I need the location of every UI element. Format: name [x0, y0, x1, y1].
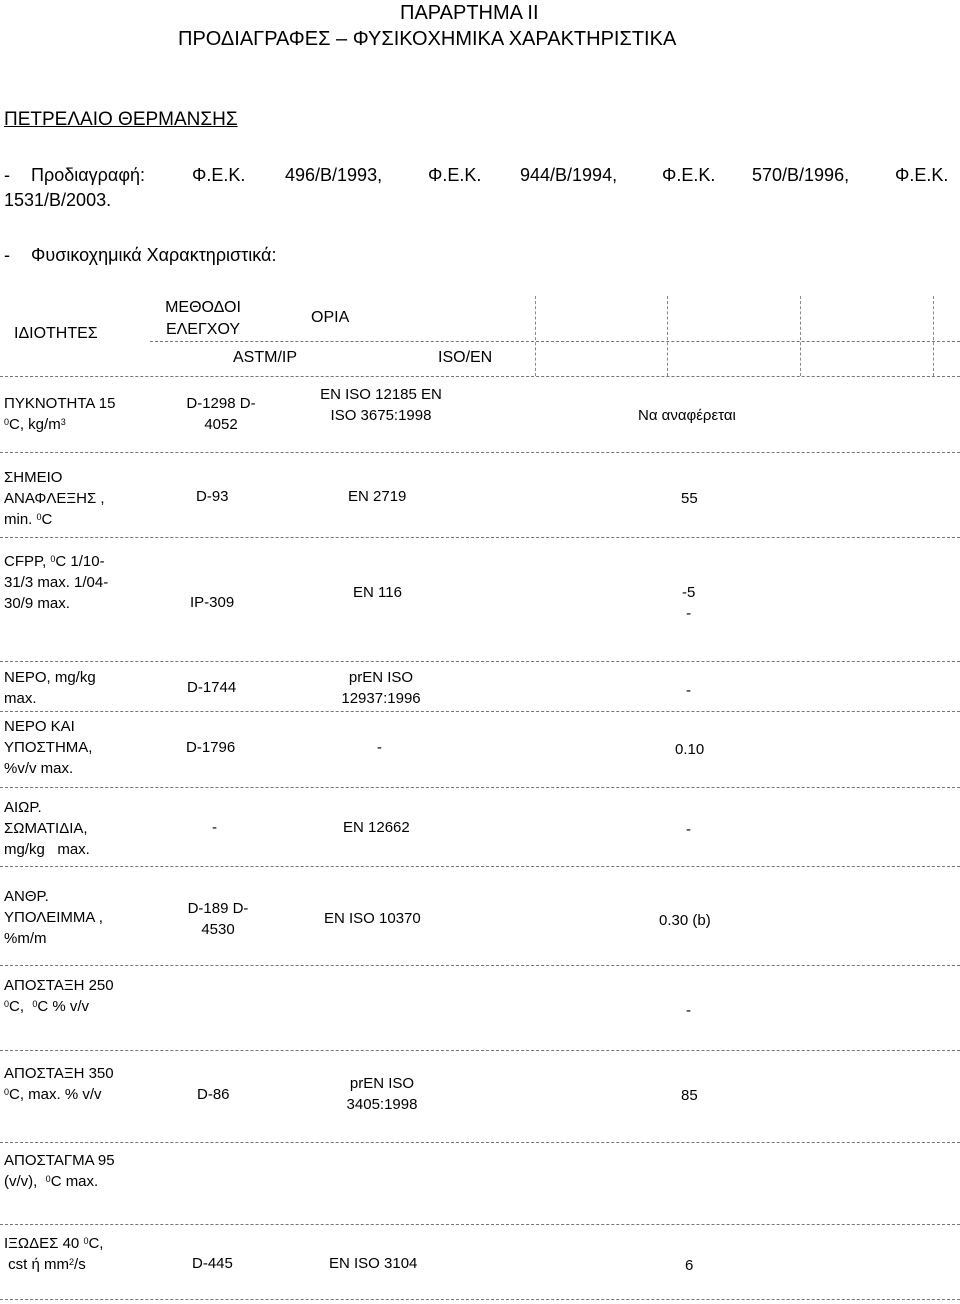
spec-dash: -	[4, 165, 10, 185]
phys-dash: -	[4, 245, 10, 265]
row-astm: D-445	[192, 1255, 233, 1272]
row-limit: 55	[681, 490, 698, 507]
grid-line	[933, 296, 934, 376]
row-property: ΙΞΩΔΕΣ 40 $^0$C, cst ή $mm^2/s$	[4, 1235, 104, 1273]
row-astm: D-93	[196, 488, 229, 505]
row-property: ΑΝΘΡ. ΥΠΟΛΕΙΜΜΑ , %m/m	[4, 888, 103, 947]
row-astm: D-86	[197, 1086, 230, 1103]
grid-line	[0, 1224, 960, 1225]
grid-line	[0, 965, 960, 966]
row-astm: -	[212, 819, 217, 836]
row-property: ΣΗΜΕΙΟ ΑΝΑΦΛΕΞΗΣ , min. $^0$C	[4, 469, 105, 528]
row-iso: prEN ISO 12937:1996	[341, 669, 421, 707]
row-astm: D-189 D-4530	[187, 900, 249, 938]
row-limit: -5 -	[682, 584, 696, 622]
spec-label: Προδιαγραφή:	[31, 165, 146, 185]
row-iso: EN ISO 3104	[329, 1255, 418, 1272]
spec-ref: Φ.Ε.Κ.	[192, 165, 246, 185]
grid-line	[0, 1299, 960, 1300]
document-subtitle: ΠΡΟΔΙΑΓΡΑΦΕΣ – ΦΥΣΙΚΟΧΗΜΙΚΑ ΧΑΡΑΚΤΗΡΙΣΤΙΚΑ	[178, 28, 677, 50]
grid-line	[800, 296, 801, 376]
row-astm: D-1744	[187, 679, 237, 696]
row-limit: 6	[685, 1257, 694, 1274]
grid-line	[0, 1142, 960, 1143]
grid-line	[150, 341, 960, 342]
spec-ref: Φ.Ε.Κ.	[662, 165, 716, 185]
section-title: ΠΕΤΡΕΛΑΙΟ ΘΕΡΜΑΝΣΗΣ	[4, 109, 238, 130]
spec-ref: 570/Β/1996,	[752, 165, 850, 185]
grid-line	[0, 376, 960, 377]
row-limit: Να αναφέρεται	[638, 407, 736, 424]
row-limit: -	[686, 821, 691, 838]
header-iso: ISO/EN	[438, 349, 493, 366]
row-iso: -	[377, 739, 382, 756]
row-property: ΑΠΟΣΤΑΞΗ 250 $^0$C, $^0$C % v/v	[4, 977, 114, 1015]
row-limit: -	[686, 682, 691, 699]
row-property: ΑΠΟΣΤΑΞΗ 350 $^0$C, max. % v/v	[4, 1065, 114, 1103]
row-iso: EN ISO 10370	[324, 910, 421, 927]
row-iso: EN 2719	[348, 488, 407, 505]
row-limit: 0.10	[675, 741, 705, 758]
row-iso: EN 116	[353, 584, 402, 601]
row-iso: EN ISO 12185 EN ISO 3675:1998	[320, 386, 442, 424]
spec-ref: Φ.Ε.Κ.	[428, 165, 482, 185]
header-properties: ΙΔΙΟΤΗΤΕΣ	[14, 325, 98, 342]
row-property: CFPP, $^0$C 1/10-31/3 max. 1/04-30/9 max.	[4, 553, 109, 612]
row-property: ΝΕΡΟ ΚΑΙ ΥΠΟΣΤΗΜΑ, %v/v max.	[4, 718, 93, 777]
grid-line	[0, 452, 960, 453]
row-limit: 0.30 (b)	[659, 912, 711, 929]
row-astm: D-1796	[186, 739, 236, 756]
row-property: ΑΙΩΡ. ΣΩΜΑΤΙΔΙΑ, mg/kg max.	[4, 799, 90, 858]
spec-ref: 944/Β/1994,	[520, 165, 618, 185]
row-property: ΑΠΟΣΤΑΓΜΑ 95 (v/v), $^0$C max.	[4, 1152, 115, 1190]
row-limit: -	[686, 1002, 691, 1019]
grid-line	[0, 866, 960, 867]
row-property: ΝΕΡΟ, mg/kg max.	[4, 669, 96, 707]
row-iso: EN 12662	[343, 819, 410, 836]
header-astm: ASTM/IP	[233, 349, 298, 366]
spec-ref: 496/Β/1993,	[285, 165, 383, 185]
header-methods: ΜΕΘΟΔΟΙ ΕΛΕΓΧΟΥ	[165, 299, 241, 338]
row-astm: IP-309	[190, 594, 235, 611]
row-property: ΠΥΚΝΟΤΗΤΑ 15 $^0$C, $kg/m^3$	[4, 395, 116, 433]
row-astm: D-1298 D-4052	[186, 395, 256, 433]
row-iso: prEN ISO 3405:1998	[346, 1075, 418, 1113]
grid-line	[0, 711, 960, 712]
spec-ref: Φ.Ε.Κ.	[895, 165, 949, 185]
header-limits: ΟΡΙΑ	[311, 309, 350, 326]
appendix-title: ΠΑΡΑΡΤΗΜΑ ΙΙ	[400, 2, 539, 24]
grid-line	[0, 661, 960, 662]
spec-line2: 1531/Β/2003.	[4, 190, 112, 210]
grid-line	[0, 537, 960, 538]
phys-label: Φυσικοχημικά Χαρακτηριστικά:	[31, 245, 277, 265]
row-limit: 85	[681, 1087, 698, 1104]
grid-line	[535, 296, 536, 376]
grid-line	[667, 296, 668, 376]
grid-line	[0, 1050, 960, 1051]
grid-line	[0, 787, 960, 788]
